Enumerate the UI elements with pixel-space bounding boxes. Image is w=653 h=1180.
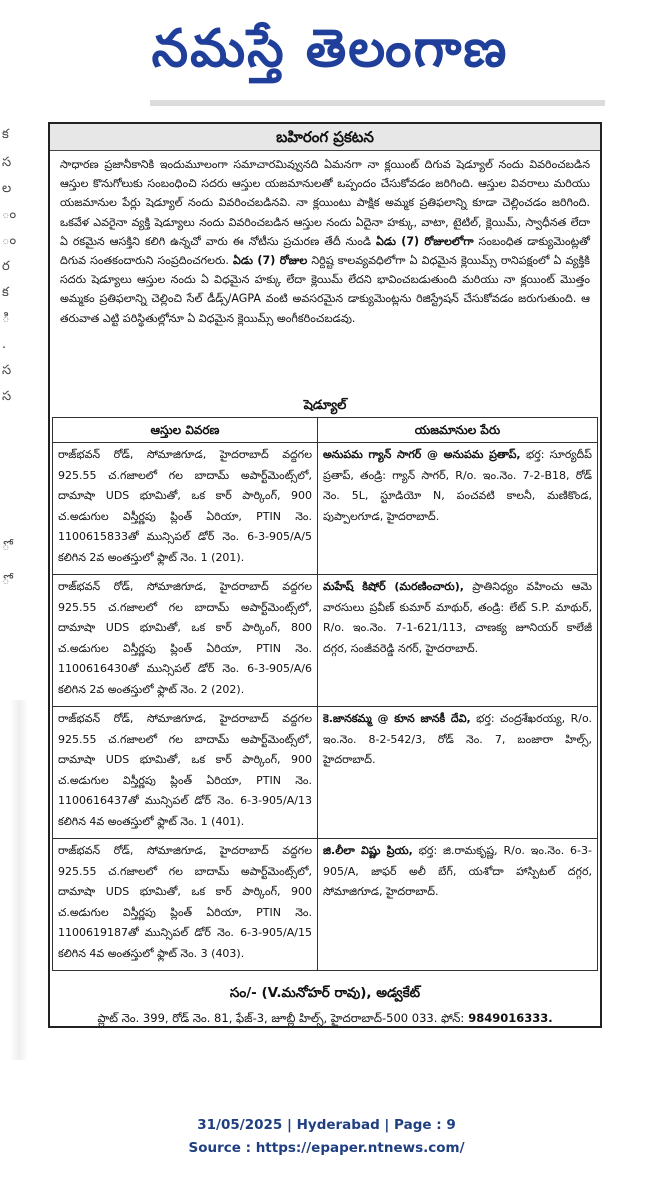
- strip-glyph: ం: [2, 233, 17, 248]
- notice-body-text: సాధారణ ప్రజానీకానికి ఇందుమూలంగా సమాచారమివ్వునది ఏమనగా నా క్లయింట్ దిగువ షెడ్యూల్ నందు వివరించబడిన ఆస్తుల కొనుగోలుకు సంబంధించి సదరు ఆస్తుల యజమానులతో ఒప్పందం చేసుకోవడం జరిగింది. ఆస్తుల వివరాలు మరియు యజమానుల పేర్లు షెడ్యూల్ నందు వివరించబడినవి. నా క్లయింటు పాక్షిక అమ్మక ప్రతిఫలాన్ని కూడా చెల్లించడం జరిగింది. ఒకవేళ ఎవరైనా వ్యక్తి షెడ్యూలు నందు వివరించబడిన ఆస్తుల నందు ఏదైనా హక్కు, వాటా, టైటిల్, క్లెయిమ్, స్వాధీనత లేదా ఏ రకమైన ఆసక్తిని కలిగి ఉన్నచో వారు ఈ నోటీసు ప్రచురణ తేదీ నుండి: [60, 158, 590, 248]
- owner-detail: భర్త: జి.రామకృష్ణ, R/o. ఇం.నెం. 6-3-905/A, జాఫర్ అలీ బేగ్, యశోదా హాస్పిటల్ దగ్గర, సోమాజిగూడ, హైదరాబాద్.: [323, 844, 592, 899]
- edition-info: 31/05/2025 | Hyderabad | Page : 9: [197, 1117, 456, 1133]
- address-text: ప్లాట్ నెం. 399, రోడ్ నెం. 81, ఫేజ్-3, జూబ్లీ హిల్స్, హైదరాబాద్-500 033. ఫోన్:: [97, 1011, 465, 1025]
- owner-name: కె.జానకమ్మ @ కూన జానకీ దేవి,: [323, 712, 471, 725]
- strip-glyph: ి: [2, 311, 10, 326]
- strip-glyph: ం: [2, 207, 17, 222]
- table-row: [53, 839, 598, 971]
- strip-glyph: స: [2, 389, 12, 404]
- notice-body-text: నిర్దిష్ట కాలవ్యవధిలోగా ఏ విధమైన క్లెయిమ్స్ రానిపక్షంలో ఏ వ్యక్తికి సదరు షెడ్యూలు ఆస్తుల నందు ఏ విధమైన హక్కు లేదా క్లెయిమ్ లేదని భావించబడుతుంది మరియు నా క్లయింట్ మొత్తం అమ్మకం ప్రతిఫలాన్ని చెల్లించి సేల్ డీడ్స్/AGPA వంటి అవసరమైన డాక్యుమెంట్లను రిజిస్ట్రేషన్ చేసుకోవడం జరుగుతుంది. ఆ తరువాత ఎట్టి పరిస్థితుల్లోనూ ఏ విధమైన క్లెయిమ్స్ అంగీకరించబడవు.: [60, 254, 590, 325]
- strip-glyph: .: [2, 337, 7, 352]
- notice-body-text: సంబంధిత డాక్యుమెంట్లతో దిగువ సంతకందారుని సంప్రదించగలరు.: [60, 234, 590, 268]
- owner-cell: [318, 839, 598, 971]
- adjacent-column-strip: [0, 100, 28, 980]
- advocate-signature: సం/- (V.మనోహర్ రావు), అడ్వకేట్: [229, 985, 421, 1001]
- public-notice-box: [48, 122, 602, 1028]
- strip-photo-edge: [10, 700, 28, 1060]
- table-row: [53, 575, 598, 707]
- masthead-logo: నమస్తే తెలంగాణ: [151, 18, 509, 79]
- notice-deadline-bold: ఏడు (7) రోజులలోగా: [376, 234, 474, 248]
- owner-cell: [318, 707, 598, 839]
- schedule-table: [52, 417, 598, 971]
- owner-detail: భర్త: సూర్యదీప్ ప్రతాప్, తండ్రి: గ్యాన్ సాగర్, R/o. ఇం.నెం. 7-2-B18, రోడ్ నెం. 5L, స్టూడియో N, పంచవటి కాలనీ, మణికొండ, పుప్పాలగూడ, హైదరాబాద్.: [323, 448, 592, 523]
- masthead-rule: [150, 100, 605, 106]
- notice-title: బహిరంగ ప్రకటన: [50, 124, 600, 151]
- table-row: [53, 707, 598, 839]
- property-cell: రాజ్‌భవన్ రోడ్, సోమాజిగూడ, హైదరాబాద్ వద్దగల 925.55 చ.గజాలలో గల బాదామ్ అపార్ట్‌మెంట్స్‌లో, దామాషా UDS భూమితో, ఒక కార్ పార్కింగ్, 900 చ.అడుగుల విస్తీర్ణపు ప్లింత్ ఏరియా, PTIN నెం. 1100615833తో మున్సిపల్ డోర్ నెం. 6-3-905/A/5 కలిగిన 2వ అంతస్తులో ఫ్లాట్ నెం. 1 (201).: [53, 443, 318, 575]
- owner-cell: [318, 443, 598, 575]
- advocate-address: [50, 1009, 600, 1028]
- notice-body: [50, 151, 600, 395]
- source-url: Source : https://epaper.ntnews.com/: [188, 1140, 465, 1156]
- notice-deadline-bold: ఏడు (7) రోజుల: [233, 254, 308, 268]
- strip-glyph: క: [2, 285, 9, 300]
- owner-name: జి.లీలా విష్ణు ప్రియ,: [323, 844, 413, 857]
- strip-glyph: ో: [2, 573, 10, 588]
- owner-detail: ప్రాతినిధ్యం వహించు ఆమె వారసులు ప్రవీణ్ కుమార్ మాథుర్, తండ్రి: లేట్ S.P. మాథుర్, R/o. ఇం.నెం. 7-1-621/113, చాణక్య జూనియర్ కాలేజీ దగ్గర, సంజీవరెడ్డి నగర్, హైదరాబాద్.: [323, 580, 592, 655]
- owner-name: మహేష్ కిషోర్ (మరణించారు),: [323, 580, 464, 593]
- property-cell: రాజ్‌భవన్ రోడ్, సోమాజిగూడ, హైదరాబాద్ వద్దగల 925.55 చ.గజాలలో గల బాదామ్ అపార్ట్‌మెంట్స్‌లో, దామాషా UDS భూమితో, ఒక కార్ పార్కింగ్, 900 చ.అడుగుల విస్తీర్ణపు ప్లింత్ ఏరియా, PTIN నెం. 1100619187తో మున్సిపల్ డోర్ నెం. 6-3-905/A/15 కలిగిన 4వ అంతస్తులో ఫ్లాట్ నెం. 3 (403).: [53, 839, 318, 971]
- table-header-row: [53, 418, 598, 443]
- owner-cell: [318, 575, 598, 707]
- strip-glyph: ర: [2, 259, 10, 274]
- column-header-property: ఆస్తుల వివరణ: [53, 418, 318, 443]
- column-header-owner: యజమానుల పేరు: [318, 418, 598, 443]
- strip-glyph: క: [2, 127, 9, 142]
- strip-glyph: ో: [2, 539, 10, 554]
- table-row: [53, 443, 598, 575]
- strip-glyph: ల: [2, 181, 12, 196]
- phone-number: 9849016333.: [464, 1011, 553, 1025]
- strip-glyph: స: [2, 155, 12, 170]
- owner-name: అనుపమ గ్యాన్ సాగర్ @ అనుపమ ప్రతాప్,: [323, 448, 521, 461]
- schedule-heading: షెడ్యూల్: [303, 398, 347, 413]
- strip-glyph: స: [2, 363, 12, 378]
- property-cell: రాజ్‌భవన్ రోడ్, సోమాజిగూడ, హైదరాబాద్ వద్దగల 925.55 చ.గజాలలో గల బాదామ్ అపార్ట్‌మెంట్స్‌లో, దామాషా UDS భూమితో, ఒక కార్ పార్కింగ్, 900 చ.అడుగుల విస్తీర్ణపు ప్లింత్ ఏరియా, PTIN నెం. 1100616437తో మున్సిపల్ డోర్ నెం. 6-3-905/A/13 కలిగిన 4వ అంతస్తులో ఫ్లాట్ నెం. 1 (401).: [53, 707, 318, 839]
- property-cell: రాజ్‌భవన్ రోడ్, సోమాజిగూడ, హైదరాబాద్ వద్దగల 925.55 చ.గజాలలో గల బాదామ్ అపార్ట్‌మెంట్స్‌లో, దామాషా UDS భూమితో, ఒక కార్ పార్కింగ్, 800 చ.అడుగుల విస్తీర్ణపు ప్లింత్ ఏరియా, PTIN నెం. 1100616430తో మున్సిపల్ డోర్ నెం. 6-3-905/A/6 కలిగిన 2వ అంతస్తులో ఫ్లాట్ నెం. 2 (202).: [53, 575, 318, 707]
- owner-detail: భర్త: చంద్రశేఖరయ్య, R/o. ఇం.నెం. 8-2-542/3, రోడ్ నెం. 7, బంజారా హిల్స్, హైదరాబాద్.: [323, 712, 592, 767]
